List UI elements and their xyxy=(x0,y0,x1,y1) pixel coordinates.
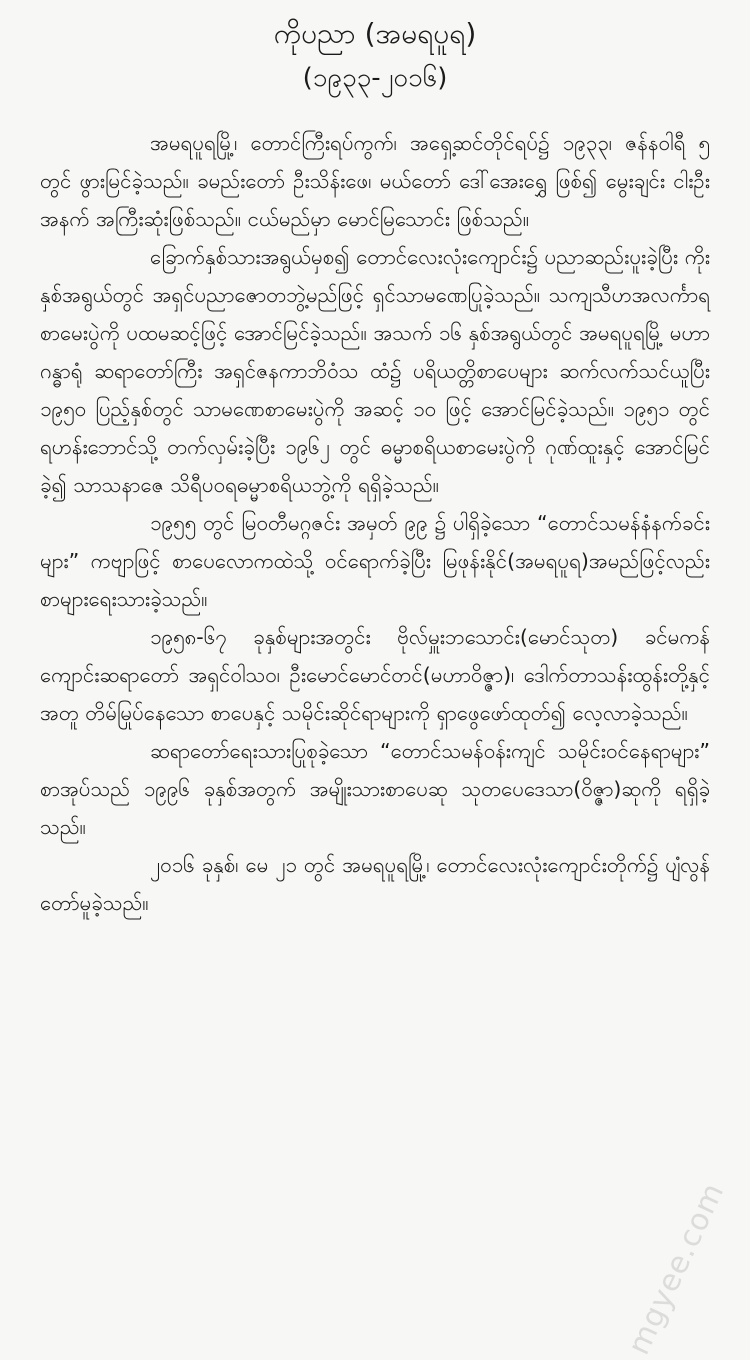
paragraph-birth: အမရပူရမြို့၊ တောင်ကြီးရပ်ကွက်၊ အရှေ့ဆင်တိုင်ရပ်၌ ၁၉၃၃၊ ဇန်နဝါရီ ၅ တွင် ဖွားမြင်ခဲ့သည်။ ခမည်းတော် ဦးသိန်းဖေ၊ မယ်တော် ဒေါ်အေးရွှေ ဖြစ်၍ မွေးချင်း ငါးဦးအနက် အကြီးဆုံးဖြစ်သည်။ ငယ်မည်မှာ မောင်မြသောင်း ဖြစ်သည်။ xyxy=(40,131,710,231)
biography-body xyxy=(40,124,710,922)
paragraph-award: ဆရာတော်ရေးသားပြုစုခဲ့သော “တောင်သမန်ဝန်းကျင် သမိုင်းဝင်နေရာများ” စာအုပ်သည် ၁၉၉၆ ခုနှစ်အတွက် အမျိုးသားစာပေဆု သုတပေဒေသာ(ဝိဇ္ဇာ)ဆုကို ရရှိခဲ့သည်။ xyxy=(40,739,710,839)
site-watermark: mgyee.com xyxy=(621,1177,732,1360)
paragraph-education: ခြောက်နှစ်သားအရွယ်မှစ၍ တောင်လေးလုံးကျောင်း၌ ပညာဆည်းပူးခဲ့ပြီး ကိုးနှစ်အရွယ်တွင် အရှင်ပညာဇောတဘွဲ့မည်ဖြင့် ရှင်သာမဏေပြုခဲ့သည်။ သကျသီဟအလင်္ကာရ စာမေးပွဲကို ပထမဆင့်ဖြင့် အောင်မြင်ခဲ့သည်။ အသက် ၁၆ နှစ်အရွယ်တွင် အမရပူရမြို့ မဟာဂန္ဓာရုံ ဆရာတော်ကြီး အရှင်ဇနကာဘိဝံသ ထံ၌ ပရိယတ္တိစာပေများ ဆက်လက်သင်ယူပြီး ၁၉၅၀ ပြည့်နှစ်တွင် သာမဏေစာမေးပွဲကို အဆင့် ၁၀ ဖြင့် အောင်မြင်ခဲ့သည်။ ၁၉၅၁ တွင် ရဟန်းဘောင်သို့ တက်လှမ်းခဲ့ပြီး ၁၉၆၂ တွင် ဓမ္မာစရိယစာမေးပွဲကို ဂုဏ်ထူးနှင့် အောင်မြင်ခဲ့၍ သာသနာဇေ သိရီပဝရဓမ္မာစရိယဘွဲ့ကို ရရှိခဲ့သည်။ xyxy=(40,245,710,497)
paragraph-death: ၂၀၁၆ ခုနှစ်၊ မေ ၂၁ တွင် အမရပူရမြို့၊ တောင်လေးလုံးကျောင်းတိုက်၌ ပျံလွန်တော်မူခဲ့သည်။ xyxy=(40,853,710,915)
paragraph-literary-debut: ၁၉၅၅ တွင် မြဝတီမဂ္ဂဇင်း အမှတ် ၉၉ ၌ ပါရှိခဲ့သော “တောင်သမန်နံနက်ခင်းများ” ကဗျာဖြင့် စာပေလောကထဲသို့ ဝင်ရောက်ခဲ့ပြီး မြဖုန်းနိုင်(အမရပူရ)အမည်ဖြင့်လည်း စာများရေးသားခဲ့သည်။ xyxy=(40,511,710,611)
page-title: ကိုပညာ (အမရပူရ) xyxy=(273,17,477,50)
life-years: (၁၉၃၃-၂၀၁၆) xyxy=(302,63,448,93)
paragraph-research: ၁၉၅၈-၆၇ ခုနှစ်များအတွင်း ဗိုလ်မှူးဘသောင်း(မောင်သုတ) ခင်မကန်ကျောင်းဆရာတော် အရှင်ဝါသဝ၊ ဦးမောင်မောင်တင်(မဟာဝိဇ္ဇာ)၊ ဒေါက်တာသန်းထွန်းတို့နှင့်အတူ တိမ်မြုပ်နေသော စာပေနှင့် သမိုင်းဆိုင်ရာများကို ရှာဖွေဖော်ထုတ်၍ လေ့လာခဲ့သည်။ xyxy=(40,625,710,725)
